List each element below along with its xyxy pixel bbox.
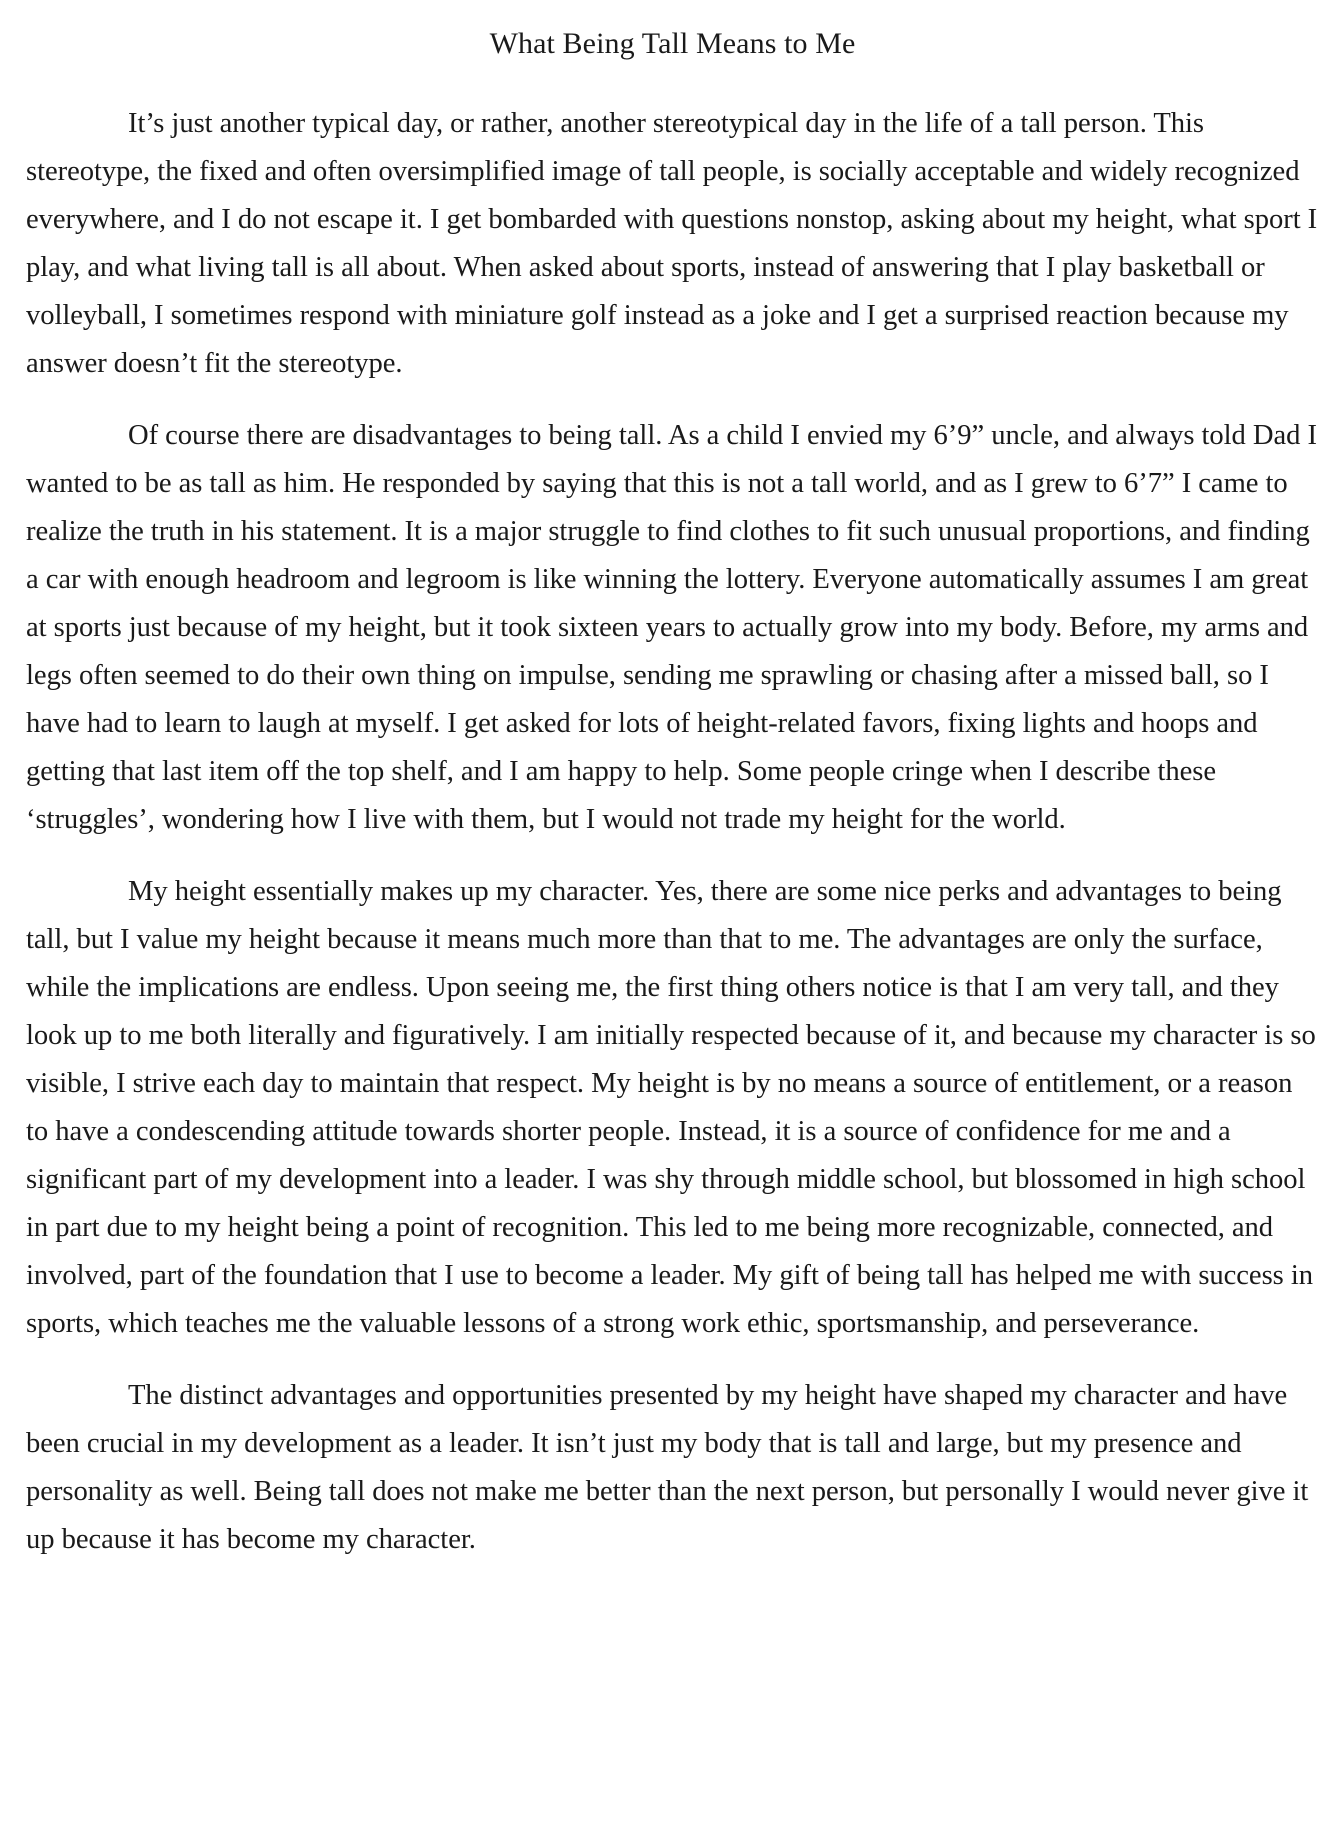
paragraph-4: The distinct advantages and opportunities presented by my height have shaped my character and have been crucial in my development as a leader. It isn’t just my body that is tall and large, but my presence and personality as well. Being tall does not make me better than the next person, but personally I would never give it up because it has become my character. [26,1380,1309,1555]
paragraph-3: My height essentially makes up my character. Yes, there are some nice perks and advantages to being tall, but I value my height because it means much more than that to me. The advantages are only the surface, while the implications are endless. Upon seeing me, the first thing others notice is that I am very tall, and they look up to me both literally and figuratively. I am initially respected because of it, and because my character is so visible, I strive each day to maintain that respect. My height is by no means a source of entitlement, or a reason to have a condescending attitude towards shorter people. Instead, it is a source of confidence for me and a significant part of my development into a leader. I was shy through middle school, but blossomed in high school in part due to my height being a point of recognition. This led to me being more recognizable, connected, and involved, part of the foundation that I use to become a leader. My gift of being tall has helped me with success in sports, which teaches me the valuable lessons of a strong work ethic, sportsmanship, and perseverance. [26,876,1316,1339]
document-title: What Being Tall Means to Me [489,27,856,60]
paragraph-1: It’s just another typical day, or rather, another stereotypical day in the life of a tall person. This stereotype, the fixed and often oversimplified image of tall people, is socially acceptable and widely recognized everywhere, and I do not escape it. I get bombarded with questions nonstop, asking about my height, what sport I play, and what living tall is all about. When asked about sports, instead of answering that I play basketball or volleyball, I sometimes respond with miniature golf instead as a joke and I get a surprised reaction because my answer doesn’t fit the stereotype. [26,108,1318,379]
paragraph-2: Of course there are disadvantages to being tall. As a child I envied my 6’9” uncle, and always told Dad I wanted to be as tall as him. He responded by saying that this is not a tall world, and as I grew to 6’7” I came to realize the truth in his statement. It is a major struggle to find clothes to fit such unusual proportions, and finding a car with enough headroom and legroom is like winning the lottery. Everyone automatically assumes I am great at sports just because of my height, but it took sixteen years to actually grow into my body. Before, my arms and legs often seemed to do their own thing on impulse, sending me sprawling or chasing after a missed ball, so I have had to learn to laugh at myself. I get asked for lots of height-related favors, fixing lights and hoops and getting that last item off the top shelf, and I am happy to help. Some people cringe when I describe these ‘struggles’, wondering how I live with them, but I would not trade my height for the world. [26,420,1317,835]
